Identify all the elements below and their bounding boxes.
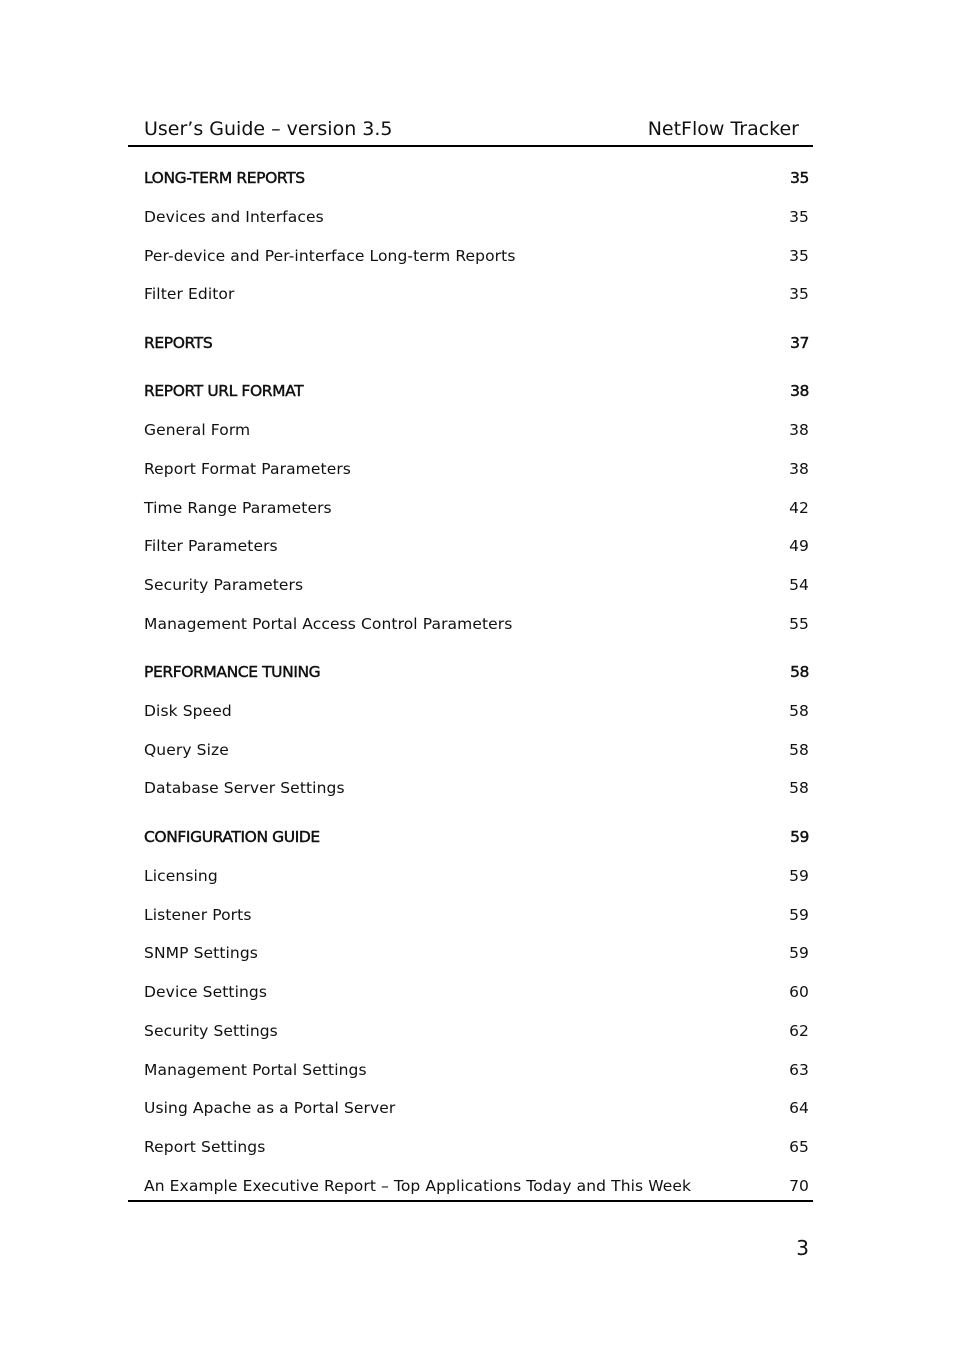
toc-section-entry[interactable] <box>144 534 809 558</box>
page-number: 3 <box>796 1236 809 1260</box>
toc-entry-title: Security Parameters <box>144 576 304 594</box>
toc-section-entry[interactable] <box>144 282 809 306</box>
toc-chapter-entry[interactable] <box>144 331 809 355</box>
toc-entry-page-number: 63 <box>789 1061 809 1079</box>
toc-entry-title: Time Range Parameters <box>144 499 332 517</box>
toc-section-entry[interactable] <box>144 1058 809 1082</box>
toc-entry-page-number: 58 <box>789 741 809 759</box>
toc-chapter-entry[interactable] <box>144 379 809 403</box>
toc-entry-title: Management Portal Settings <box>144 1061 367 1079</box>
toc-entry-page-number: 58 <box>790 663 809 681</box>
toc-entry-page-number: 58 <box>789 779 809 797</box>
toc-entry-page-number: 35 <box>789 247 809 265</box>
toc-entry-title: General Form <box>144 421 251 439</box>
toc-entry-page-number: 38 <box>789 460 809 478</box>
toc-entry-page-number: 58 <box>789 702 809 720</box>
toc-entry-title: Using Apache as a Portal Server <box>144 1099 396 1117</box>
toc-section-entry[interactable] <box>144 903 809 927</box>
toc-entry-title: REPORTS <box>144 334 213 352</box>
toc-section-entry[interactable] <box>144 418 809 442</box>
toc-section-entry[interactable] <box>144 699 809 723</box>
toc-section-entry[interactable] <box>144 1019 809 1043</box>
footer-rule <box>128 1200 813 1202</box>
toc-entry-title: Database Server Settings <box>144 779 345 797</box>
toc-entry-title: Device Settings <box>144 983 268 1001</box>
toc-entry-page-number: 55 <box>789 615 809 633</box>
toc-section-entry[interactable] <box>144 980 809 1004</box>
toc-entry-page-number: 54 <box>789 576 809 594</box>
toc-section-entry[interactable] <box>144 1096 809 1120</box>
toc-entry-title: Report Format Parameters <box>144 460 351 478</box>
toc-entry-page-number: 70 <box>789 1177 809 1195</box>
toc-entry-page-number: 60 <box>789 983 809 1001</box>
toc-chapter-entry[interactable] <box>144 825 809 849</box>
toc-entry-title: PERFORMANCE TUNING <box>144 663 321 681</box>
toc-entry-title: Per-device and Per-interface Long-term Reports <box>144 247 516 265</box>
toc-section-entry[interactable] <box>144 1135 809 1159</box>
toc-section-entry[interactable] <box>144 457 809 481</box>
toc-entry-title: LONG-TERM REPORTS <box>144 169 305 187</box>
toc-section-entry[interactable] <box>144 205 809 229</box>
toc-entry-page-number: 38 <box>789 421 809 439</box>
toc-chapter-entry[interactable] <box>144 660 809 684</box>
toc-entry-title: Devices and Interfaces <box>144 208 324 226</box>
toc-entry-title: Disk Speed <box>144 702 232 720</box>
toc-entry-title: Listener Ports <box>144 906 252 924</box>
toc-entry-title: An Example Executive Report – Top Applications Today and This Week <box>144 1177 692 1195</box>
toc-entry-title: SNMP Settings <box>144 944 258 962</box>
header-rule <box>128 145 813 147</box>
toc-entry-title: Query Size <box>144 741 229 759</box>
toc-section-entry[interactable] <box>144 612 809 636</box>
toc-entry-page-number: 59 <box>789 906 809 924</box>
toc-section-entry[interactable] <box>144 738 809 762</box>
toc-entry-page-number: 64 <box>789 1099 809 1117</box>
toc-entry-page-number: 42 <box>789 499 809 517</box>
toc-entry-page-number: 35 <box>789 285 809 303</box>
toc-entry-page-number: 59 <box>789 867 809 885</box>
toc-entry-page-number: 49 <box>789 537 809 555</box>
document-title: User’s Guide – version 3.5 <box>144 118 393 140</box>
toc-section-entry[interactable] <box>144 496 809 520</box>
toc-entry-title: Licensing <box>144 867 218 885</box>
toc-entry-page-number: 37 <box>790 334 809 352</box>
toc-entry-title: Filter Editor <box>144 285 235 303</box>
toc-entry-title: REPORT URL FORMAT <box>144 382 304 400</box>
toc-section-entry[interactable] <box>144 776 809 800</box>
toc-chapter-entry[interactable] <box>144 166 809 190</box>
toc-entry-page-number: 35 <box>789 208 809 226</box>
toc-section-entry[interactable] <box>144 1174 809 1198</box>
toc-section-entry[interactable] <box>144 941 809 965</box>
toc-entry-title: Security Settings <box>144 1022 278 1040</box>
toc-section-entry[interactable] <box>144 244 809 268</box>
toc-section-entry[interactable] <box>144 864 809 888</box>
running-header <box>144 118 799 146</box>
toc-entry-title: Filter Parameters <box>144 537 278 555</box>
toc-section-entry[interactable] <box>144 573 809 597</box>
toc-entry-page-number: 65 <box>789 1138 809 1156</box>
toc-entry-page-number: 59 <box>790 828 809 846</box>
toc-entry-page-number: 38 <box>790 382 809 400</box>
toc-entry-title: CONFIGURATION GUIDE <box>144 828 320 846</box>
toc-entry-title: Report Settings <box>144 1138 266 1156</box>
toc-entry-page-number: 35 <box>790 169 809 187</box>
toc-entry-page-number: 59 <box>789 944 809 962</box>
toc-entry-page-number: 62 <box>789 1022 809 1040</box>
product-name: NetFlow Tracker <box>647 118 799 140</box>
toc-entry-title: Management Portal Access Control Parameters <box>144 615 513 633</box>
